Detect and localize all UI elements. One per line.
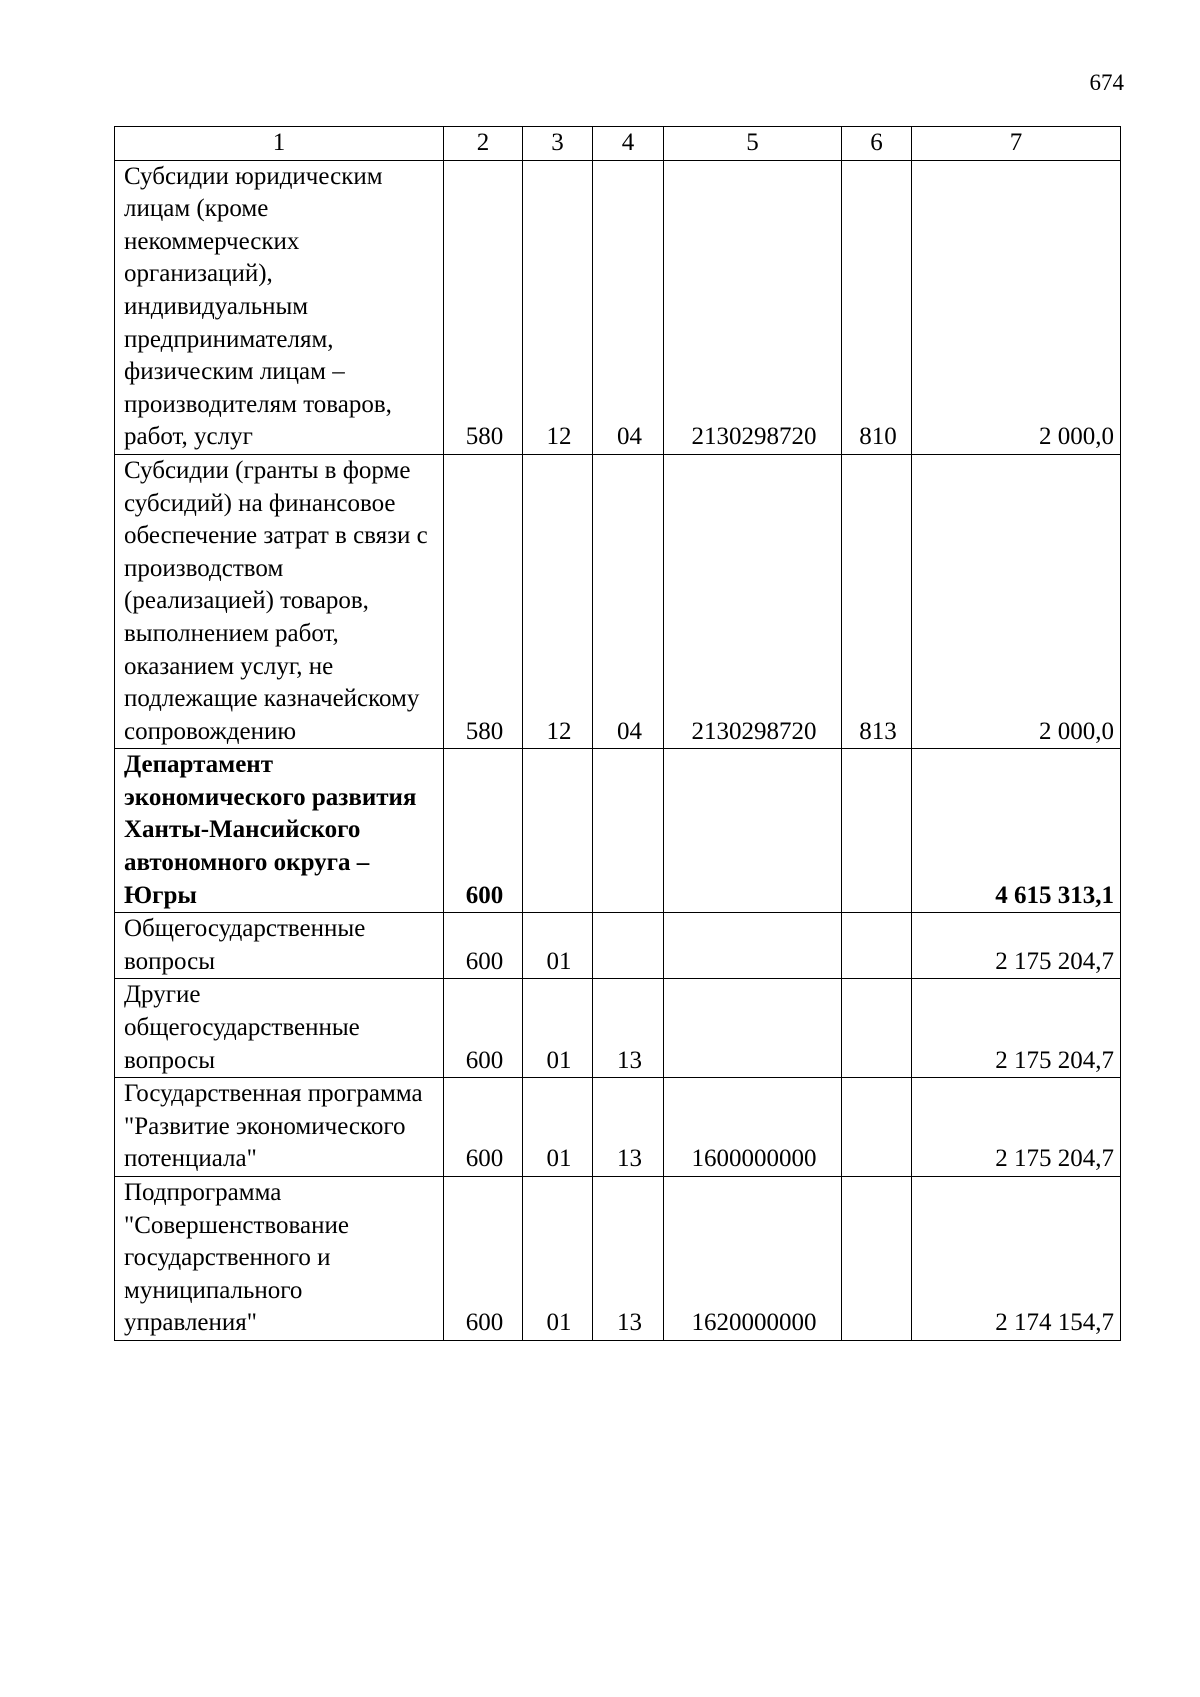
- subsection-code: [593, 913, 664, 979]
- ministry-code: 580: [444, 454, 523, 748]
- target-article-code: [664, 979, 842, 1078]
- row-name: Государственная программа "Развитие экономического потенциала": [115, 1078, 444, 1177]
- section-code: 01: [523, 1078, 593, 1177]
- ministry-code: 580: [444, 160, 523, 454]
- table-row: [115, 454, 1121, 748]
- amount: 4 615 313,1: [912, 749, 1121, 913]
- subsection-code: 13: [593, 979, 664, 1078]
- section-code: 12: [523, 160, 593, 454]
- subsection-code: [593, 749, 664, 913]
- row-name: Подпрограмма "Совершенствование государственного и муниципального управления": [115, 1177, 444, 1341]
- target-article-code: 2130298720: [664, 160, 842, 454]
- expense-type-code: [842, 1177, 912, 1341]
- row-name: Департамент экономического развития Ханты-Мансийского автономного округа – Югры: [115, 749, 444, 913]
- target-article-code: 1620000000: [664, 1177, 842, 1341]
- column-header: 2: [444, 127, 523, 161]
- column-header: 5: [664, 127, 842, 161]
- section-code: 01: [523, 913, 593, 979]
- table-row-department: [115, 749, 1121, 913]
- expense-type-code: 813: [842, 454, 912, 748]
- row-name: Субсидии юридическим лицам (кроме некоммерческих организаций), индивидуальным предпринимателям, физическим лицам – производителям товаров, работ, услуг: [115, 160, 444, 454]
- table-row: [115, 913, 1121, 979]
- table-header-row: [115, 127, 1121, 161]
- expense-type-code: [842, 913, 912, 979]
- section-code: 01: [523, 1177, 593, 1341]
- row-name: Другие общегосударственные вопросы: [115, 979, 444, 1078]
- subsection-code: 04: [593, 454, 664, 748]
- subsection-code: 04: [593, 160, 664, 454]
- amount: 2 175 204,7: [912, 913, 1121, 979]
- table-row: [115, 160, 1121, 454]
- expense-type-code: [842, 749, 912, 913]
- column-header: 4: [593, 127, 664, 161]
- section-code: [523, 749, 593, 913]
- table-row: [115, 1078, 1121, 1177]
- subsection-code: 13: [593, 1078, 664, 1177]
- row-name: Общегосударственные вопросы: [115, 913, 444, 979]
- ministry-code: 600: [444, 749, 523, 913]
- target-article-code: 2130298720: [664, 454, 842, 748]
- section-code: 01: [523, 979, 593, 1078]
- expense-type-code: [842, 979, 912, 1078]
- expense-type-code: [842, 1078, 912, 1177]
- amount: 2 000,0: [912, 454, 1121, 748]
- table-row: [115, 979, 1121, 1078]
- amount: 2 175 204,7: [912, 1078, 1121, 1177]
- amount: 2 000,0: [912, 160, 1121, 454]
- subsection-code: 13: [593, 1177, 664, 1341]
- ministry-code: 600: [444, 1078, 523, 1177]
- target-article-code: [664, 913, 842, 979]
- ministry-code: 600: [444, 1177, 523, 1341]
- column-header: 1: [115, 127, 444, 161]
- target-article-code: [664, 749, 842, 913]
- section-code: 12: [523, 454, 593, 748]
- page-number: 674: [1089, 70, 1124, 95]
- table-row: [115, 1177, 1121, 1341]
- ministry-code: 600: [444, 979, 523, 1078]
- column-header: 6: [842, 127, 912, 161]
- expense-type-code: 810: [842, 160, 912, 454]
- amount: 2 175 204,7: [912, 979, 1121, 1078]
- row-name: Субсидии (гранты в форме субсидий) на финансовое обеспечение затрат в связи с производством (реализацией) товаров, выполнением работ, оказанием услуг, не подлежащие казначейскому сопровождению: [115, 454, 444, 748]
- column-header: 7: [912, 127, 1121, 161]
- column-header: 3: [523, 127, 593, 161]
- target-article-code: 1600000000: [664, 1078, 842, 1177]
- ministry-code: 600: [444, 913, 523, 979]
- budget-table: [114, 126, 1121, 1341]
- amount: 2 174 154,7: [912, 1177, 1121, 1341]
